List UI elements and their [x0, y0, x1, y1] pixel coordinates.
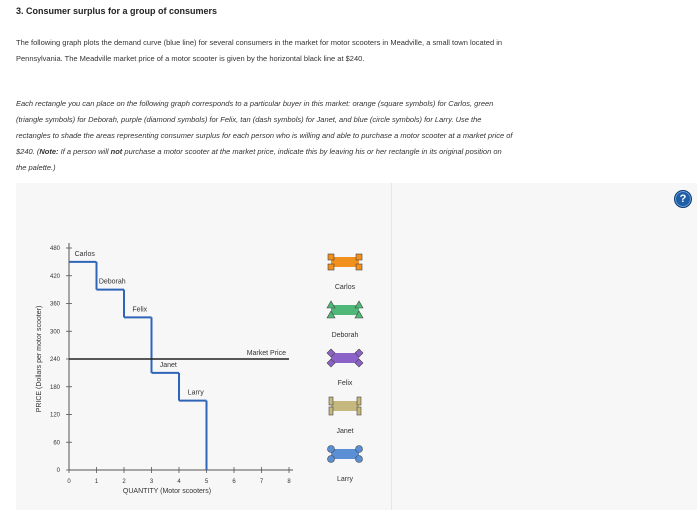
instr-text: $240. (: [16, 147, 40, 156]
palette-label: Deborah: [331, 332, 359, 339]
palette-label: Larry: [337, 476, 353, 483]
y-tick-label: 120: [49, 412, 60, 419]
consumer-label: Larry: [187, 389, 204, 397]
instr-line: (triangle symbols) for Deborah, purple (diamond symbols) for Felix, tan (dash symbols) for Janet, and blue (circle symbols) for Larry. Use the: [16, 115, 482, 124]
circle-handle-icon[interactable]: [356, 446, 363, 453]
palette-label: Carlos: [334, 284, 356, 291]
palette-rect-deborah[interactable]: [331, 305, 359, 315]
triangle-handle-icon[interactable]: [355, 301, 363, 308]
x-tick-label: 0: [67, 479, 71, 485]
x-tick-label: 1: [94, 479, 99, 485]
instr-text: purchase a motor scooter at the market price, indicate this by leaving his or her rectangle in its original position on: [122, 147, 502, 156]
instr-line: Each rectangle you can place on the following graph corresponds to a particular buyer in this market: orange (square symbols) for Carlos, green: [16, 99, 494, 108]
intro-line: Pennsylvania. The Meadville market price of a motor scooter is given by the horizontal black line at $240.: [16, 54, 365, 63]
y-tick-label: 480: [49, 246, 60, 252]
square-handle-icon[interactable]: [328, 264, 334, 270]
palette-rect-felix[interactable]: [331, 353, 359, 363]
y-axis-title: PRICE (Dollars per motor scooter): [36, 305, 43, 413]
y-tick-label: 0: [56, 468, 60, 474]
instr-line: rectangles to shade the areas representing consumer surplus for each person who is willing and able to purchase a motor scooter at a market price of: [16, 131, 513, 140]
x-tick-label: 5: [204, 479, 209, 485]
x-tick-label: 2: [122, 479, 126, 485]
dash-handle-icon[interactable]: [329, 397, 333, 405]
palette-label: Felix: [337, 380, 353, 387]
note-label: Note:: [39, 147, 59, 156]
circle-handle-icon[interactable]: [328, 446, 335, 453]
y-tick-label: 300: [49, 329, 60, 336]
square-handle-icon[interactable]: [328, 254, 334, 260]
square-handle-icon[interactable]: [356, 254, 362, 260]
x-axis-title: QUANTITY (Motor scooters): [122, 488, 212, 495]
not-emphasis: not: [110, 147, 123, 156]
help-icon[interactable]: ?: [674, 190, 692, 208]
intro-line: The following graph plots the demand curve (blue line) for several consumers in the market for motor scooters in Meadville, a small town located in: [16, 38, 503, 47]
palette-rect-janet[interactable]: [331, 401, 359, 411]
y-tick-label: 420: [49, 273, 60, 280]
y-tick-label: 180: [49, 384, 60, 391]
dash-handle-icon[interactable]: [329, 407, 333, 415]
consumer-label: Felix: [132, 306, 148, 314]
square-handle-icon[interactable]: [356, 264, 362, 270]
triangle-handle-icon[interactable]: [327, 301, 335, 308]
x-tick-label: 7: [259, 479, 264, 485]
y-tick-label: 60: [53, 440, 60, 447]
dash-handle-icon[interactable]: [357, 407, 361, 415]
palette-rect-larry[interactable]: [331, 449, 359, 459]
x-tick-label: 3: [149, 479, 154, 485]
x-tick-label: 4: [177, 479, 181, 485]
x-tick-label: 6: [232, 479, 236, 485]
palette-rect-carlos[interactable]: [331, 257, 359, 267]
consumer-label: Deborah: [98, 278, 126, 286]
y-tick-label: 360: [49, 301, 60, 308]
palette-label: Janet: [336, 428, 354, 435]
market-price-label: Market Price: [246, 350, 286, 357]
consumer-label: Carlos: [74, 250, 95, 258]
y-tick-label: 240: [49, 357, 60, 363]
circle-handle-icon[interactable]: [356, 456, 363, 463]
instr-line: the palette.): [16, 163, 56, 172]
x-tick-label: 8: [287, 479, 291, 485]
consumer-label: Janet: [159, 361, 177, 369]
instr-text: If a person will: [58, 147, 111, 156]
question-title: 3. Consumer surplus for a group of consumers: [16, 6, 218, 16]
dash-handle-icon[interactable]: [357, 397, 361, 405]
circle-handle-icon[interactable]: [328, 456, 335, 463]
